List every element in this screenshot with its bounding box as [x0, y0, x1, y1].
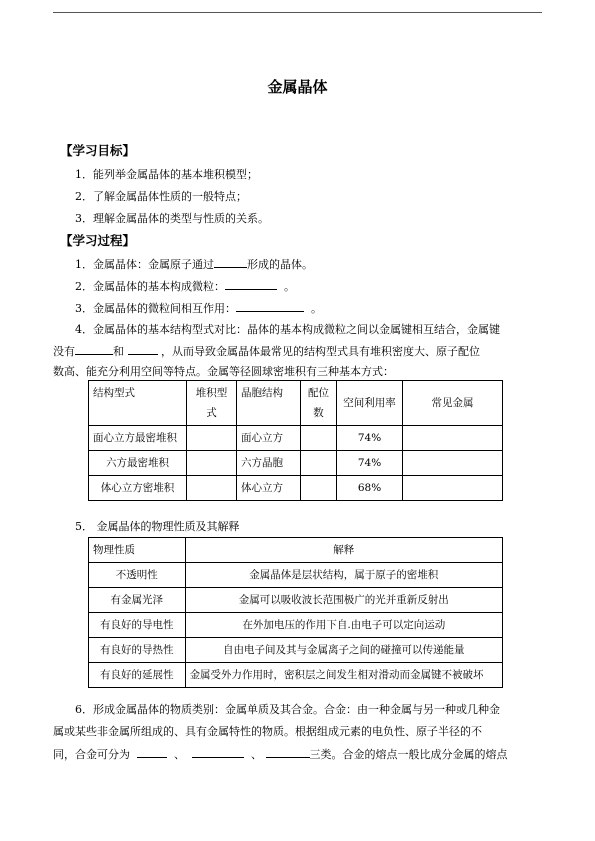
goal-item-3: 3．理解金属晶体的类型与性质的关系。 [75, 212, 269, 225]
table-header-cell: 物理性质 [89, 538, 186, 563]
question-2 [75, 278, 295, 294]
table-cell: 有金属光泽 [89, 588, 186, 613]
question-3 [75, 300, 322, 316]
table-cell: 在外加电压的作用下自.由电子可以定向运动 [185, 613, 502, 638]
table-header-cell: 堆积型式 [187, 381, 237, 426]
table-cell[interactable] [301, 476, 337, 501]
table-cell[interactable] [403, 476, 503, 501]
table-header-cell: 解释 [185, 538, 502, 563]
fill-blank[interactable] [214, 256, 247, 268]
table-cell: 不透明性 [89, 563, 186, 588]
fill-blank[interactable] [192, 746, 244, 758]
table-cell[interactable] [403, 426, 503, 451]
question-6-text-d: 三类。合金的熔点一般比成分金属的熔点 [309, 748, 508, 761]
question-6-text-c: 、 [251, 748, 262, 761]
table-cell: 体心立方 [237, 476, 301, 501]
table-cell: 六方最密堆积 [89, 451, 187, 476]
table-row [89, 563, 503, 588]
table-cell: 金属可以吸收波长范围极广的光并重新反射出 [185, 588, 502, 613]
question-4-line-1: 4．金属晶体的基本结构型式对比：晶体的基本构成微粒之间以金属键相互结合，金属键 [75, 323, 500, 336]
fill-blank[interactable] [236, 300, 304, 312]
question-6-text-b: 、 [174, 748, 185, 761]
question-3-suffix: 。 [311, 302, 322, 315]
question-2-prefix: 2．金属晶体的基本构成微粒： [75, 280, 225, 293]
table-row [89, 476, 503, 501]
table-row [89, 426, 503, 451]
table-cell[interactable] [187, 451, 237, 476]
crystal-structure-table [88, 380, 503, 501]
fill-blank[interactable] [75, 343, 113, 355]
table-cell: 金属受外力作用时，密积层之间发生相对滑动而金属键不被破坏 [185, 663, 502, 688]
table-cell: 金属晶体是层状结构，属于原子的密堆积 [185, 563, 502, 588]
page-title: 金属晶体 [267, 78, 328, 96]
table-header-cell: 配位数 [301, 381, 337, 426]
fill-blank[interactable] [225, 278, 277, 290]
table-cell: 68% [337, 476, 403, 501]
table-cell: 有良好的导电性 [89, 613, 186, 638]
table-header-cell: 结构型式 [89, 381, 187, 426]
goal-item-2: 2．了解金属晶体性质的一般特点； [75, 190, 247, 203]
header-rule [53, 12, 542, 13]
table-row [89, 588, 503, 613]
table-cell[interactable] [187, 426, 237, 451]
table-header-row [89, 381, 503, 426]
question-4-text-c: ，从而导致金属晶体最常见的结构型式具有堆积密度大、原子配位 [161, 345, 480, 358]
table-cell: 有良好的延展性 [89, 663, 186, 688]
table-header-cell: 晶胞结构 [237, 381, 301, 426]
table-cell: 有良好的导热性 [89, 638, 186, 663]
question-3-prefix: 3．金属晶体的微粒间相互作用： [75, 302, 236, 315]
table-header-row [89, 538, 503, 563]
table-cell[interactable] [301, 451, 337, 476]
question-5: 5． 金属晶体的物理性质及其解释 [75, 520, 240, 533]
table-cell[interactable] [187, 476, 237, 501]
table-cell[interactable] [301, 426, 337, 451]
question-6-text-a: 同，合金可分为 [53, 748, 130, 761]
question-4-line-3: 数高、能充分利用空间等特点。金属等径圆球密堆积有三种基本方式： [53, 365, 394, 378]
table-header-cell: 空间利用率 [337, 381, 403, 426]
fill-blank[interactable] [266, 746, 310, 758]
question-6-line-1: 6．形成金属晶体的物质类别：金属单质及其合金。合金：由一种金属与另一种或几种金 [75, 703, 500, 716]
physical-properties-table [88, 537, 503, 688]
table-cell[interactable] [403, 451, 503, 476]
table-row [89, 663, 503, 688]
process-heading: 【学习过程】 [60, 233, 136, 248]
table-cell: 体心立方密堆积 [89, 476, 187, 501]
question-4-line-2 [53, 343, 480, 359]
question-1 [75, 256, 313, 272]
fill-blank[interactable] [137, 746, 167, 758]
table-cell: 面心立方最密堆积 [89, 426, 187, 451]
goals-heading: 【学习目标】 [60, 143, 136, 158]
question-4-text-b: 和 [113, 345, 124, 358]
question-6-line-3 [53, 746, 508, 762]
table-row [89, 638, 503, 663]
table-cell: 自由电子间及其与金属离子之间的碰撞可以传递能量 [185, 638, 502, 663]
table-cell: 74% [337, 451, 403, 476]
table-row [89, 451, 503, 476]
question-4-text-a: 没有 [53, 345, 75, 358]
table-header-cell: 常见金属 [403, 381, 503, 426]
question-6-line-2: 属或某些非金属所组成的、具有金属特性的物质。根据组成元素的电负性、原子半径的不 [53, 725, 482, 738]
table-row [89, 613, 503, 638]
question-1-prefix: 1．金属晶体：金属原子通过 [75, 258, 214, 271]
question-1-suffix: 形成的晶体。 [247, 258, 313, 271]
table-cell: 74% [337, 426, 403, 451]
table-cell: 六方晶胞 [237, 451, 301, 476]
goal-item-1: 1．能列举金属晶体的基本堆积模型； [75, 168, 258, 181]
question-2-suffix: 。 [284, 280, 295, 293]
fill-blank[interactable] [128, 343, 158, 355]
table-cell: 面心立方 [237, 426, 301, 451]
